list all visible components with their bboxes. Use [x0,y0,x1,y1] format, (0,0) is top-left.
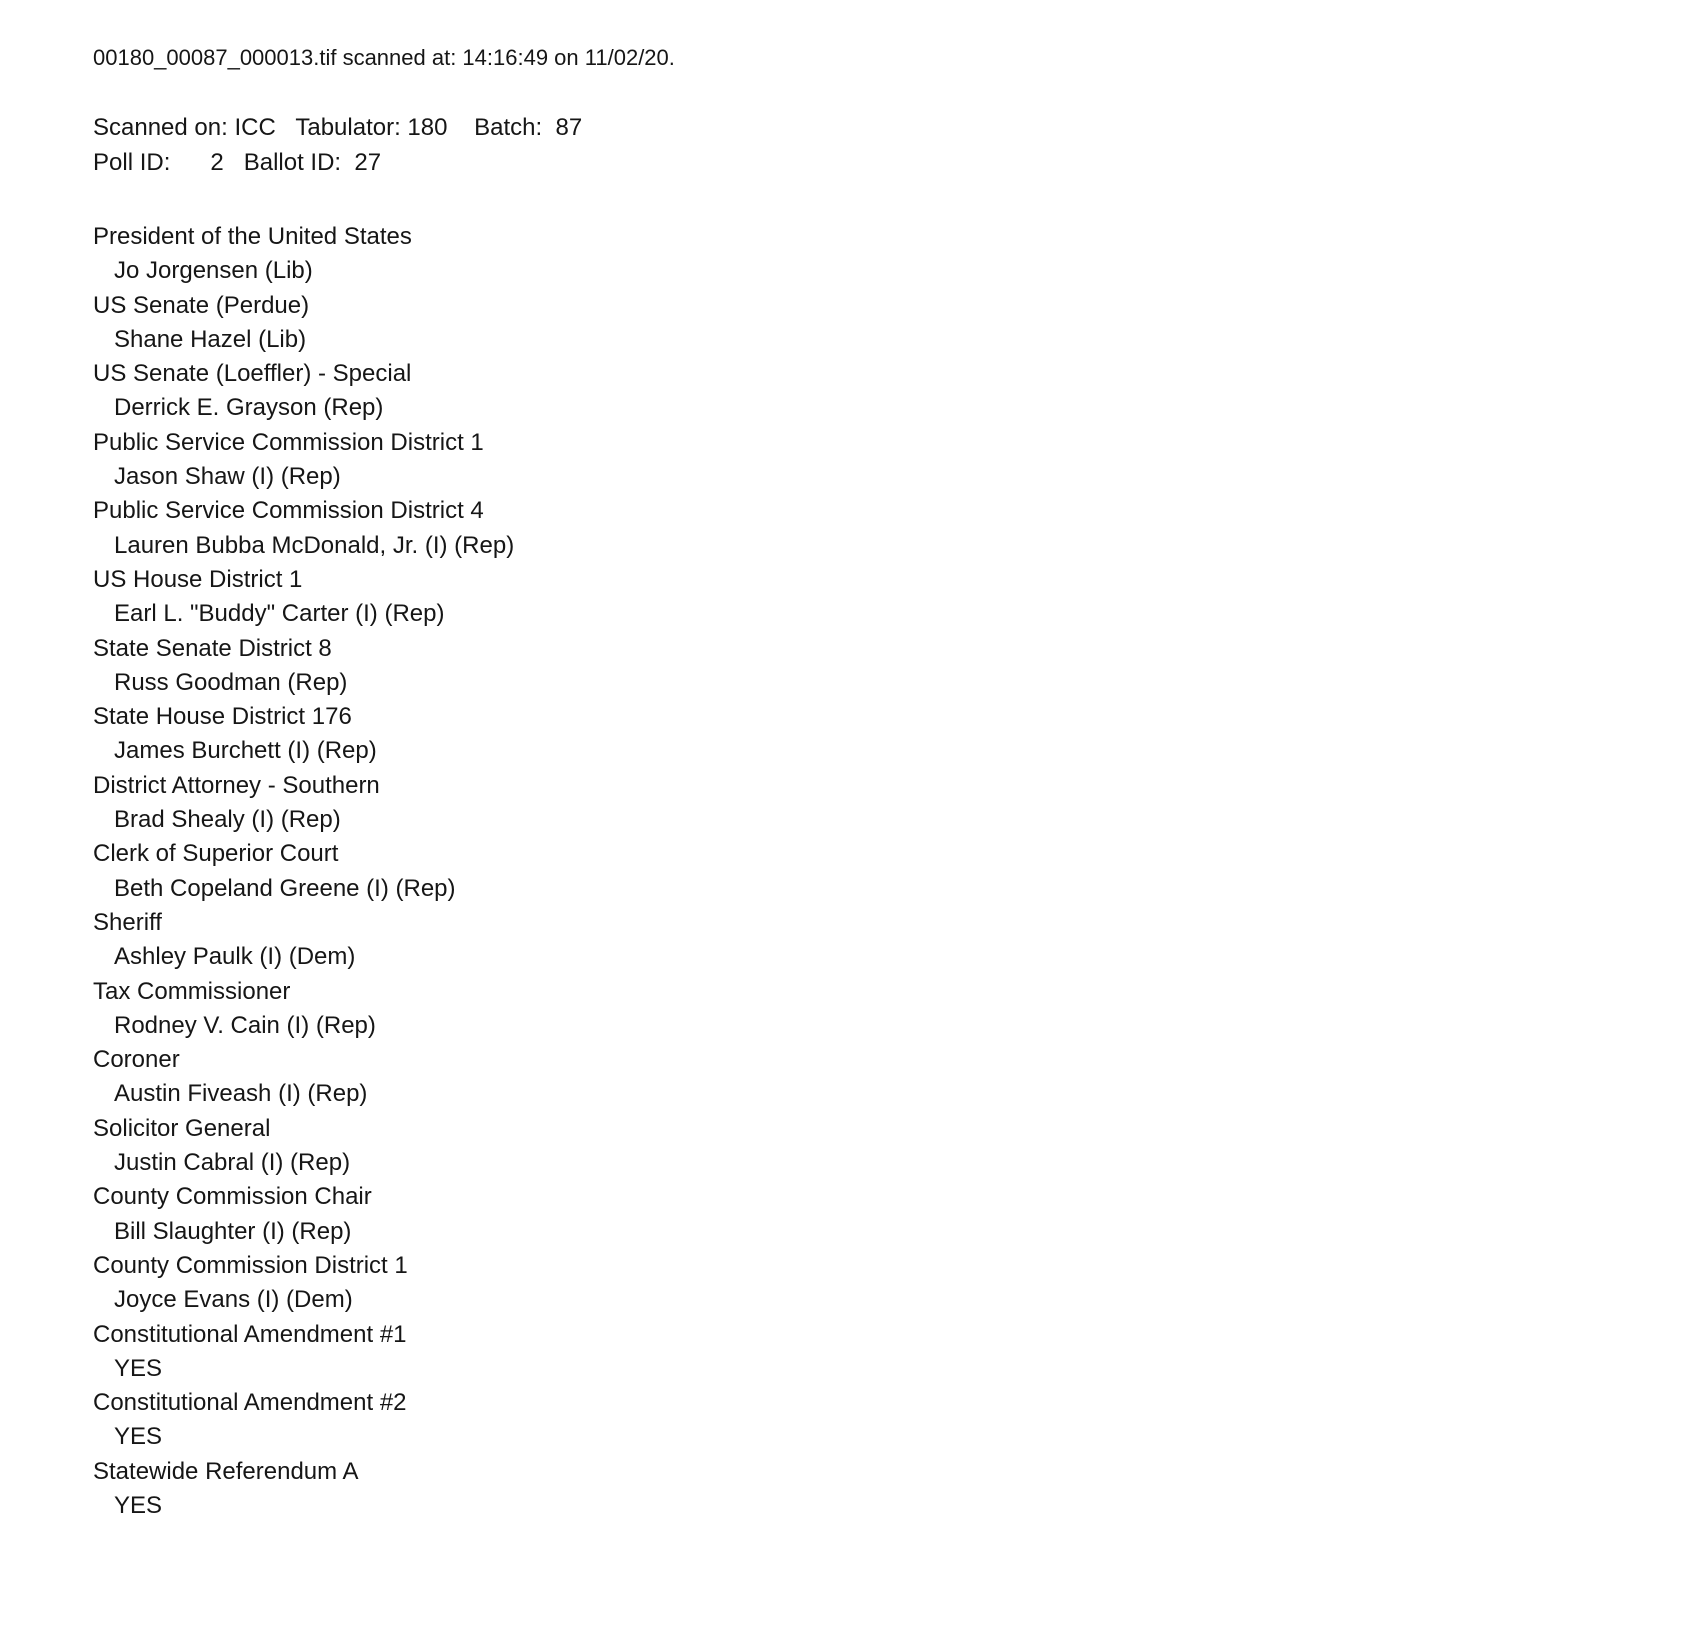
scan-info-block [93,110,1647,180]
contest-choice: YES [114,1491,163,1519]
contest-choice: Beth Copeland Greene (I) (Rep) [114,874,456,902]
contest-choice: Bill Slaughter (I) (Rep) [114,1217,352,1245]
contest-name: Tax Commissioner [93,977,291,1005]
contest-choice: YES [114,1354,163,1382]
contest-choice: Ashley Paulk (I) (Dem) [114,943,356,971]
contest-choice: Joyce Evans (I) (Dem) [114,1286,353,1314]
contest-name: US Senate (Perdue) [93,291,310,319]
contest-name: County Commission Chair [93,1183,372,1211]
scan-filename-line: 00180_00087_000013.tif scanned at: 14:16:49 on 11/02/20. [93,45,675,70]
scan-source-line: Scanned on: ICC Tabulator: 180 Batch: 87 [93,114,583,141]
contest-name: Sheriff [93,908,162,936]
contest-choice: Rodney V. Cain (I) (Rep) [114,1011,376,1039]
contest-choice: Earl L. "Buddy" Carter (I) (Rep) [114,600,445,628]
contest-name: Public Service Commission District 4 [93,497,484,525]
contest-choice: Russ Goodman (Rep) [114,668,348,696]
contest-name: Constitutional Amendment #2 [93,1389,407,1417]
contest-name: US Senate (Loeffler) - Special [93,360,412,388]
contest-name: State House District 176 [93,703,352,731]
contest-choice: Lauren Bubba McDonald, Jr. (I) (Rep) [114,531,515,559]
contest-name: US House District 1 [93,565,303,593]
poll-ballot-id-line: Poll ID: 2 Ballot ID: 27 [93,149,382,176]
contest-choice: Jason Shaw (I) (Rep) [114,463,341,491]
contest-choice: Justin Cabral (I) (Rep) [114,1149,351,1177]
contest-choice: Derrick E. Grayson (Rep) [114,394,384,422]
contest-choice: Shane Hazel (Lib) [114,325,307,353]
contest-name: State Senate District 8 [93,634,332,662]
contest-name: President of the United States [93,223,412,250]
contest-name: District Attorney - Southern [93,771,380,799]
contest-name: Clerk of Superior Court [93,840,339,868]
contest-name: Public Service Commission District 1 [93,428,484,456]
contest-name: Constitutional Amendment #1 [93,1320,407,1348]
contest-choice: James Burchett (I) (Rep) [114,737,377,765]
contest-name: Statewide Referendum A [93,1457,359,1485]
contest-choice: Jo Jorgensen (Lib) [114,257,313,285]
contest-choice: YES [114,1423,163,1451]
contest-name: Coroner [93,1046,180,1074]
scanned-ballot-record-page [93,44,1647,1523]
contest-name: County Commission District 1 [93,1251,408,1279]
contest-list [93,220,1647,1523]
contest-choice: Brad Shealy (I) (Rep) [114,806,341,834]
contest-choice: Austin Fiveash (I) (Rep) [114,1080,368,1108]
contest-name: Solicitor General [93,1114,271,1142]
